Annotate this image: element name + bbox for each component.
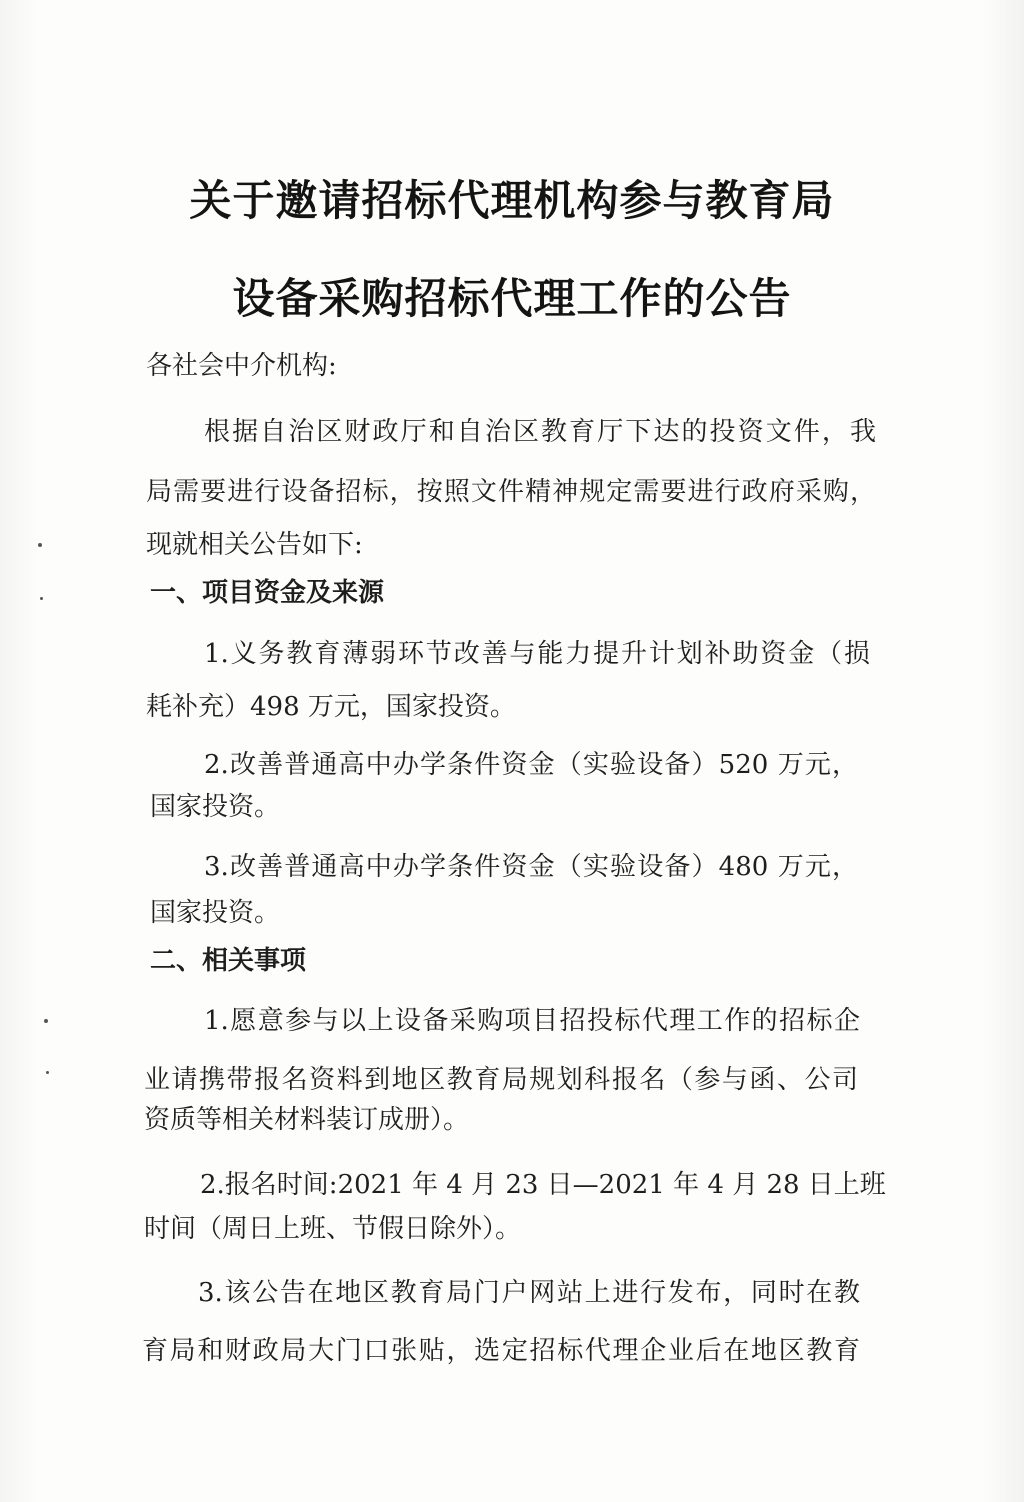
intro-line-1: 根据自治区财政厅和自治区教育厅下达的投资文件，我 (204, 417, 876, 447)
scan-speck (44, 1019, 48, 1023)
salutation: 各社会中介机构: (146, 351, 337, 381)
scan-speck (40, 597, 43, 600)
document-title-line-2: 设备采购招标代理工作的公告 (232, 274, 792, 323)
scan-speck (46, 1071, 49, 1074)
section-1-item-2-line-2: 国家投资。 (150, 792, 281, 822)
section-2-heading: 二、相关事项 (150, 946, 307, 976)
section-1-item-1-line-1: 1.义务教育薄弱环节改善与能力提升计划补助资金（损 (204, 639, 870, 669)
section-1-item-3-line-2: 国家投资。 (150, 898, 281, 928)
section-1-item-1-line-2: 耗补充）498 万元，国家投资。 (146, 692, 516, 722)
document-title-line-1: 关于邀请招标代理机构参与教育局 (189, 176, 835, 225)
section-2-item-3-line-1: 3.该公告在地区教育局门户网站上进行发布，同时在教 (198, 1278, 860, 1308)
scan-speck (38, 543, 42, 547)
section-2-item-2-line-2: 时间（周日上班、节假日除外）。 (144, 1214, 522, 1244)
section-2-item-3-line-2: 育局和财政局大门口张贴，选定招标代理企业后在地区教育 (142, 1336, 860, 1366)
section-1-item-2-line-1: 2.改善普通高中办学条件资金（实验设备）520 万元， (204, 750, 858, 780)
intro-line-2: 局需要进行设备招标，按照文件精神规定需要进行政府采购， (146, 477, 876, 507)
section-2-item-1-line-3: 资质等相关材料装订成册）。 (144, 1105, 470, 1135)
section-2-item-2-line-1: 2.报名时间:2021 年 4 月 23 日—2021 年 4 月 28 日上班 (200, 1170, 886, 1200)
section-2-item-1-line-2: 业请携带报名资料到地区教育局规划科报名（参与函、公司 (144, 1065, 858, 1095)
section-2-item-1-line-1: 1.愿意参与以上设备采购项目招投标代理工作的招标企 (204, 1006, 860, 1036)
intro-line-3: 现就相关公告如下: (146, 530, 363, 560)
section-1-heading: 一、项目资金及来源 (150, 578, 385, 608)
section-1-item-3-line-1: 3.改善普通高中办学条件资金（实验设备）480 万元， (204, 852, 858, 882)
